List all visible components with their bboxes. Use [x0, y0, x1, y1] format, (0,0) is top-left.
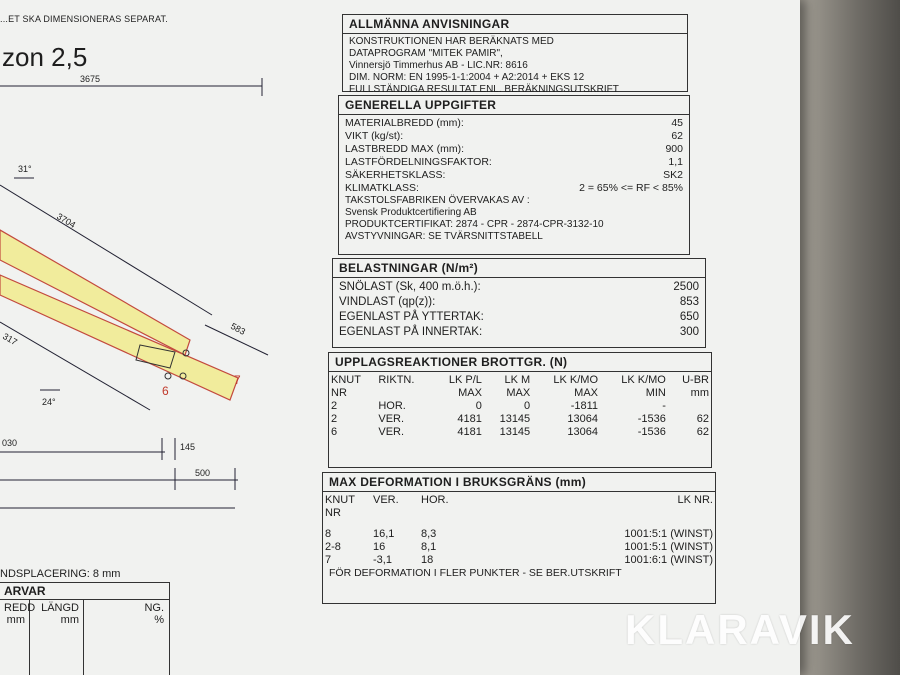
column-header: MAX — [458, 387, 482, 399]
field-value: 1,1 — [668, 156, 683, 168]
table-cell: 62 — [696, 413, 709, 425]
field-label: VIKT (kg/st): — [345, 130, 404, 142]
field-value: 650 — [679, 311, 699, 323]
text-line: Vinnersjö Timmerhus AB - LIC.NR: 8616 — [349, 60, 528, 71]
watermark-logo: KLARAVIK — [625, 606, 855, 653]
field-label: LASTFÖRDELNINGSFAKTOR: — [345, 156, 492, 168]
column-header: mm — [690, 387, 709, 399]
table-header-row — [323, 494, 715, 507]
table-cell: -1811 — [570, 400, 599, 412]
table-cell: 18 — [421, 554, 434, 566]
node-label: 7 — [234, 373, 241, 387]
deformation-footer: FÖR DEFORMATION I FLER PUNKTER - SE BER.UTSKRIFT — [329, 567, 622, 579]
table-cell: 8,1 — [421, 541, 437, 553]
field-label: SNÖLAST (Sk, 400 m.ö.h.): — [339, 281, 481, 293]
field-value: 300 — [679, 326, 699, 338]
column-header: LK P/L — [448, 374, 482, 386]
field-label: EGENLAST PÅ YTTERTAK: — [339, 311, 484, 323]
table-cell: 13064 — [567, 413, 599, 425]
column-header: MAX — [506, 387, 531, 399]
section-title: UPPLAGSREAKTIONER BROTTGR. (N) — [329, 353, 711, 372]
generella-uppgifter-box — [338, 95, 690, 255]
column-header: VER. — [373, 494, 399, 506]
section-title: ARVAR — [0, 583, 169, 600]
table-cell: 2 — [331, 413, 338, 425]
table-cell: 13145 — [499, 413, 531, 425]
table-cell: 13145 — [499, 426, 531, 438]
table-cell: 2-8 — [325, 541, 341, 553]
table-cell: VER. — [378, 426, 405, 438]
text-line: PRODUKTCERTIFIKAT: 2874 - CPR - 2874-CPR-3132-10 — [345, 219, 604, 230]
table-row — [329, 400, 711, 413]
table-cell: 62 — [696, 426, 709, 438]
dim-label: 030 — [2, 438, 18, 448]
table-cell: - — [662, 400, 666, 412]
table-cell — [668, 400, 711, 413]
belastningar-box — [332, 258, 706, 348]
allmanna-anvisningar-box — [342, 14, 688, 95]
column-unit: mm — [6, 614, 25, 626]
field-value: 853 — [679, 296, 699, 308]
field-value: 2 = 65% <= RF < 85% — [579, 182, 683, 194]
table-cell: 6 — [331, 426, 338, 438]
dim-label: 3675 — [80, 74, 101, 84]
table-cell: 8 — [325, 528, 332, 540]
column-header: HOR. — [421, 494, 449, 506]
table-header-row — [323, 507, 715, 520]
column-header: U-BR — [682, 374, 709, 386]
table-cell: HOR. — [378, 400, 406, 412]
section-title: ALLMÄNNA ANVISNINGAR — [343, 15, 687, 34]
column-header: LK K/MO — [621, 374, 666, 386]
header-note: ...ET SKA DIMENSIONERAS SEPARAT. — [0, 14, 168, 24]
table-cell: 0 — [524, 400, 531, 412]
table-cell: -1536 — [637, 426, 666, 438]
text-line: DIM. NORM: EN 1995-1-1:2004 + A2:2014 + EKS 12 — [349, 72, 585, 83]
column-header: REDD — [4, 602, 36, 614]
dim-label: 31° — [18, 164, 32, 174]
text-line: Svensk Produktcertifiering AB — [345, 207, 477, 218]
table-cell: VER. — [378, 413, 405, 425]
column-header: NG. — [144, 602, 164, 614]
column-header: RIKTN. — [378, 374, 415, 386]
dim-label: 145 — [180, 442, 196, 452]
field-label: EGENLAST PÅ INNERTAK: — [339, 326, 483, 338]
section-title: BELASTNINGAR (N/m²) — [333, 259, 705, 278]
virke-table — [0, 582, 170, 675]
upplags-table — [329, 374, 711, 439]
dim-label: 583 — [229, 320, 248, 337]
field-label: LASTBREDD MAX (mm): — [345, 143, 465, 155]
text-line: KONSTRUKTIONEN HAR BERÄKNATS MED — [349, 36, 554, 47]
deformation-table — [323, 494, 715, 567]
node-label: 6 — [162, 384, 169, 398]
field-value: 2500 — [673, 281, 699, 293]
table-row — [323, 554, 715, 567]
table-cell: 1001:5:1 (WINST) — [624, 541, 713, 553]
column-header: LK M — [504, 374, 531, 386]
dim-label: 500 — [195, 468, 211, 478]
column-header: KNUT — [331, 374, 361, 386]
table-cell: 1001:5:1 (WINST) — [624, 528, 713, 540]
field-value: 900 — [665, 143, 683, 155]
column-unit: mm — [60, 614, 79, 626]
column-header: LÄNGD — [41, 602, 79, 614]
field-label: VINDLAST (qp(z)): — [339, 296, 436, 308]
column-unit: % — [154, 614, 164, 626]
column-header — [376, 387, 432, 400]
field-label: MATERIALBREDD (mm): — [345, 117, 464, 129]
table-cell: 16,1 — [373, 528, 395, 540]
table-cell: 1001:6:1 (WINST) — [624, 554, 713, 566]
table-cell: 2 — [331, 400, 338, 412]
table-row — [329, 413, 711, 426]
field-label: SÄKERHETSKLASS: — [345, 169, 446, 181]
dim-label: 24° — [42, 397, 56, 407]
text-line: TAKSTOLSFABRIKEN ÖVERVAKAS AV : — [345, 195, 530, 206]
field-label: KLIMATKLASS: — [345, 182, 419, 194]
column-header: NR — [331, 387, 347, 399]
column-header: MIN — [645, 387, 666, 399]
table-header-row — [329, 374, 711, 387]
section-title: GENERELLA UPPGIFTER — [339, 96, 689, 115]
table-cell: 0 — [475, 400, 482, 412]
column-header: LK NR. — [677, 494, 713, 506]
truss-drawing — [0, 60, 320, 580]
max-deformation-box — [322, 472, 716, 604]
column-header: KNUT — [325, 494, 355, 506]
upplagsreaktioner-box — [328, 352, 712, 468]
table-cell: 4181 — [457, 426, 482, 438]
field-value: SK2 — [663, 169, 683, 181]
table-cell: 4181 — [457, 413, 482, 425]
text-line: FULLSTÄNDIGA RESULTAT ENL. BERÄKNINGSUTSKRIFT — [349, 84, 619, 95]
table-row — [329, 426, 711, 439]
table-cell: 7 — [325, 554, 332, 566]
text-line: AVSTYVNINGAR: SE TVÄRSNITTSTABELL — [345, 231, 543, 242]
text-line: DATAPROGRAM "MITEK PAMIR", — [349, 48, 503, 59]
field-value: 45 — [671, 117, 683, 129]
column-header: MAX — [574, 387, 599, 399]
table-cell: 13064 — [567, 426, 599, 438]
table-cell: -3,1 — [373, 554, 392, 566]
dim-label: 317 — [1, 331, 20, 348]
column-header: NR — [325, 507, 341, 519]
field-value: 62 — [671, 130, 683, 142]
spikplacering-note: NDSPLACERING: 8 mm — [0, 568, 121, 580]
table-row — [323, 528, 715, 541]
table-header-row — [329, 387, 711, 400]
table-cell: 16 — [373, 541, 386, 553]
section-title: MAX DEFORMATION I BRUKSGRÄNS (mm) — [323, 473, 715, 492]
table-cell: 8,3 — [421, 528, 437, 540]
table-row — [323, 541, 715, 554]
table-cell: -1536 — [637, 413, 666, 425]
zone-label: zon 2,5 — [2, 42, 88, 72]
dim-label: 3704 — [54, 211, 78, 231]
column-header: LK K/MO — [553, 374, 599, 386]
